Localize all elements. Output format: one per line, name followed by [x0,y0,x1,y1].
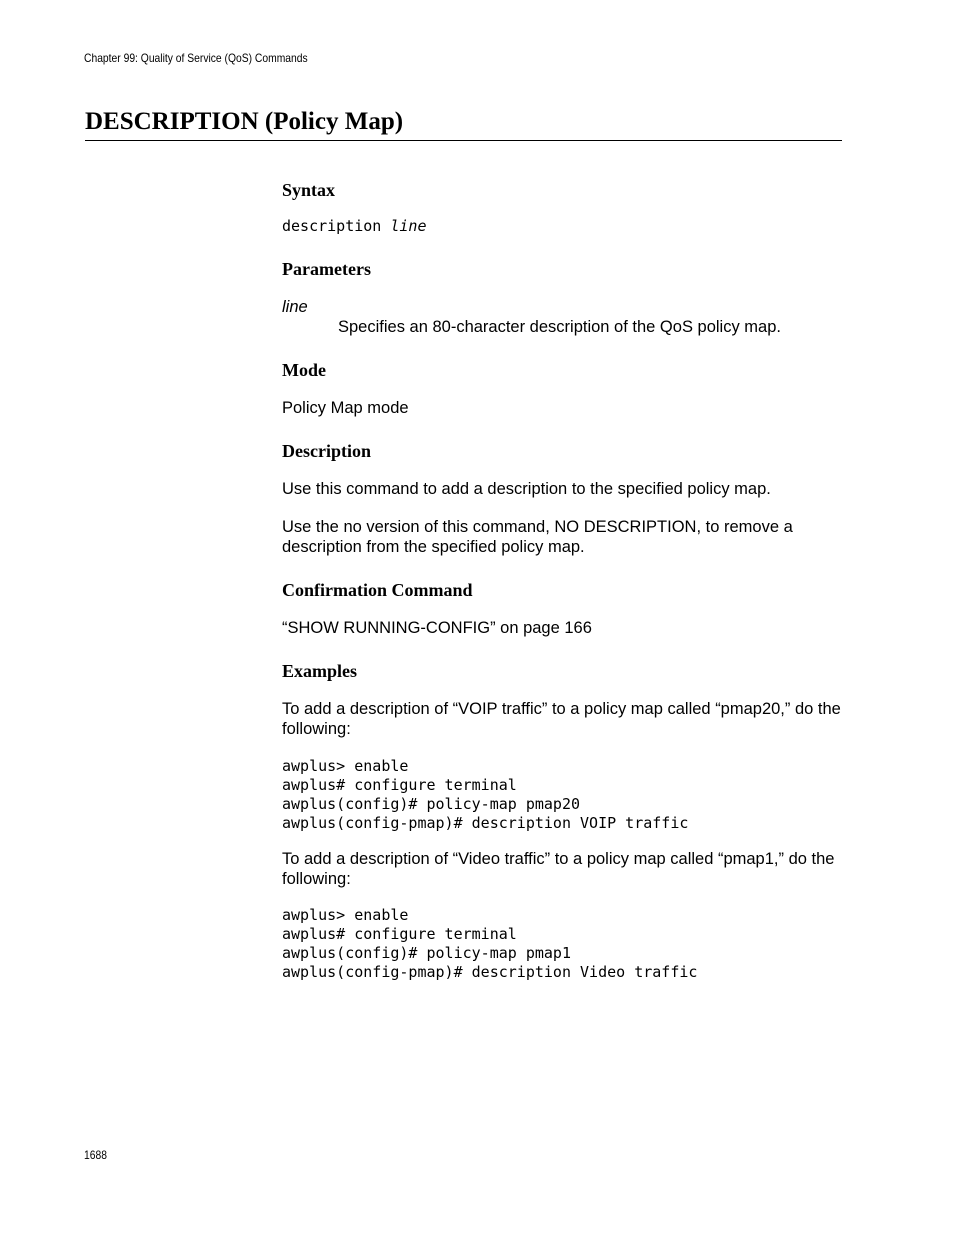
description-paragraph: Use the no version of this command, NO DESCRIPTION, to remove a description from the specified policy map. [282,518,793,556]
syntax-line [282,217,427,236]
description-paragraph: Use this command to add a description to the specified policy map. [282,480,771,498]
example-intro: To add a description of “Video traffic” to a policy map called “pmap1,” do the following: [282,850,835,888]
page-title: DESCRIPTION (Policy Map) [85,108,404,135]
title-rule [85,140,842,141]
running-header: Chapter 99: Quality of Service (QoS) Commands [84,51,308,65]
example-code-block [282,906,697,982]
code-line: awplus(config)# policy-map pmap1 [282,944,571,962]
description-heading: Description [282,441,371,461]
mode-heading: Mode [282,360,326,380]
example-code-block [282,757,688,833]
syntax-argument: line [390,217,427,235]
confirmation-link[interactable]: “SHOW RUNNING-CONFIG” on page 166 [282,619,592,637]
mode-text: Policy Map mode [282,399,409,417]
code-line: awplus> enable [282,906,409,924]
syntax-heading: Syntax [282,180,336,200]
code-line: awplus(config-pmap)# description Video traffic [282,963,698,981]
parameter-name: line [282,298,308,316]
examples-heading: Examples [282,661,358,681]
example-intro: To add a description of “VOIP traffic” to a policy map called “pmap20,” do the following: [282,700,841,738]
parameter-description: Specifies an 80-character description of the QoS policy map. [338,318,781,336]
confirmation-heading: Confirmation Command [282,580,473,600]
code-line: awplus# configure terminal [282,925,517,943]
code-line: awplus(config)# policy-map pmap20 [282,795,581,813]
page-number: 1688 [84,1148,107,1162]
parameters-heading: Parameters [282,259,371,279]
code-line: awplus# configure terminal [282,776,517,794]
syntax-command: description [282,217,391,235]
code-line: awplus(config-pmap)# description VOIP traffic [282,814,689,832]
code-line: awplus> enable [282,757,409,775]
